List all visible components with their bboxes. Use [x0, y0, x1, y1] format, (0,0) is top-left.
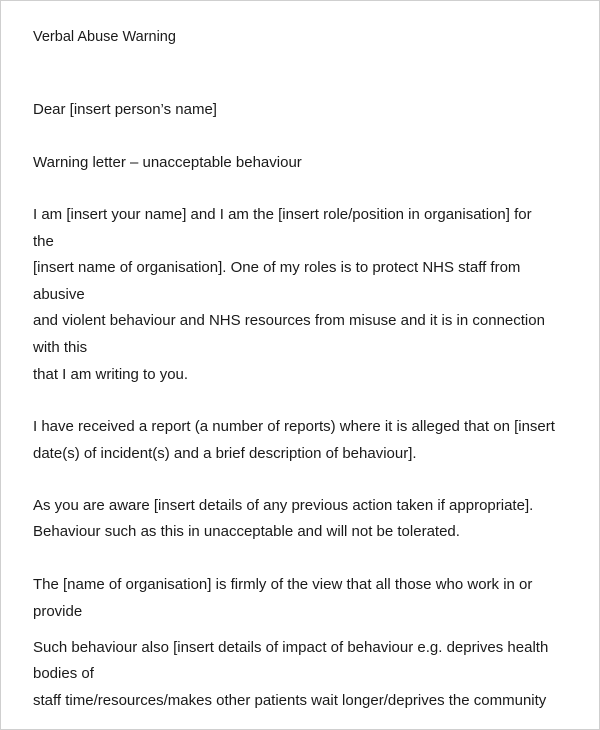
document-title: Verbal Abuse Warning [33, 29, 176, 45]
body-line: the [33, 233, 54, 250]
body-line: [insert name of organisation]. One of my roles is to protect NHS staff from [33, 259, 521, 276]
body-line: date(s) of incident(s) and a brief description of behaviour]. [33, 445, 417, 462]
body-line: with this [33, 339, 88, 356]
body-line: bodies of [33, 665, 94, 682]
body-line: that I am writing to you. [33, 366, 189, 383]
body-line: As you are aware [insert details of any previous action taken if appropriate]. [33, 497, 534, 514]
subject-line: Warning letter – unacceptable behaviour [33, 154, 302, 171]
body-line: Behaviour such as this in unacceptable and will not be tolerated. [33, 523, 460, 540]
body-line: abusive [33, 286, 85, 303]
body-line: I have received a report (a number of reports) where it is alleged that on [insert [33, 418, 555, 435]
body-line: I am [insert your name] and I am the [insert role/position in organisation] for [33, 206, 532, 223]
body-line: provide [33, 603, 83, 620]
body-line: The [name of organisation] is firmly of the view that all those who work in or [33, 576, 533, 593]
body-line: staff time/resources/makes other patients wait longer/deprives the community [33, 692, 547, 709]
body-line: and violent behaviour and NHS resources from misuse and it is in connection [33, 312, 545, 329]
body-line: Such behaviour also [insert details of impact of behaviour e.g. deprives health [33, 639, 549, 656]
salutation: Dear [insert person’s name] [33, 101, 217, 118]
